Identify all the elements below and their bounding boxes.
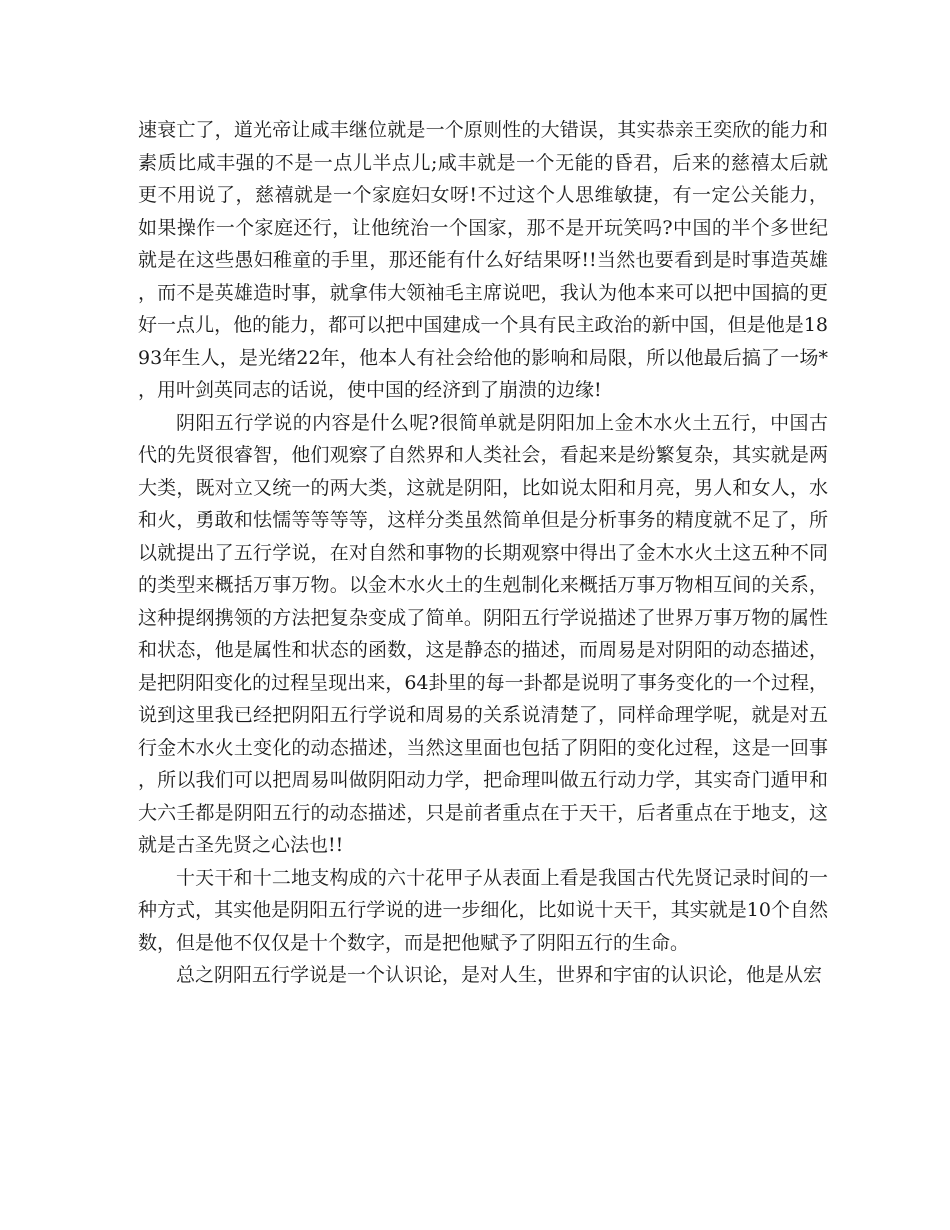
paragraph-heavenly-stems: 十天干和十二地支构成的六十花甲子从表面上看是我国古代先贤记录时间的一种方式，其实他是阴阳五行学说的进一步细化，比如说十天干，其实就是10个自然数，但是他不仅仅是十个数字，而是把他赋予了阴阳五行的生命。 <box>138 866 828 954</box>
document-body <box>138 114 828 992</box>
paragraph-yin-yang-wuxing: 阴阳五行学说的内容是什么呢?很简单就是阴阳加上金木水火土五行，中国古代的先贤很睿智，他们观察了自然界和人类社会，看起来是纷繁复杂，其实就是两大类，既对立又统一的两大类，这就是阴阳，比如说太阳和月亮，男人和女人，水和火，勇敢和怯懦等等等等，这样分类虽然简单但是分析事务的精度就不足了，所以就提出了五行学说，在对自然和事物的长期观察中得出了金木水火土这五种不同的类型来概括万事万物。以金木水火土的生剋制化来概括万事万物相互间的关系，这种提纲携领的方法把复杂变成了简单。阴阳五行学说描述了世界万事万物的属性和状态，他是属性和状态的函数，这是静态的描述，而周易是对阴阳的动态描述，是把阴阳变化的过程呈现出来，64卦里的每一卦都是说明了事务变化的一个过程，说到这里我已经把阴阳五行学说和周易的关系说清楚了，同样命理学呢，就是对五行金木水火土变化的动态描述，当然这里面也包括了阴阳的变化过程，这是一回事，所以我们可以把周易叫做阴阳动力学，把命理叫做五行动力学，其实奇门遁甲和大六壬都是阴阳五行的动态描述，只是前者重点在于天干，后者重点在于地支，这就是古圣先贤之心法也!! <box>138 411 828 856</box>
paragraph-continued: 速衰亡了，道光帝让咸丰继位就是一个原则性的大错误，其实恭亲王奕欣的能力和素质比咸丰强的不是一点儿半点儿;咸丰就是一个无能的昏君，后来的慈禧太后就更不用说了，慈禧就是一个家庭妇女呀!不过这个人思维敏捷，有一定公关能力，如果操作一个家庭还行，让他统治一个国家，那不是开玩笑吗?中国的半个多世纪就是在这些愚妇稚童的手里，那还能有什么好结果呀!!当然也要看到是时事造英雄，而不是英雄造时事，就拿伟大领袖毛主席说吧，我认为他本来可以把中国搞的更好一点儿，他的能力，都可以把中国建成一个具有民主政治的新中国，但是他是1893年生人，是光绪22年，他本人有社会给他的影响和局限，所以他最后搞了一场*，用叶剑英同志的话说，使中国的经济到了崩溃的边缘! <box>138 119 828 401</box>
paragraph-conclusion: 总之阴阳五行学说是一个认识论，是对人生，世界和宇宙的认识论，他是从宏 <box>176 964 823 986</box>
